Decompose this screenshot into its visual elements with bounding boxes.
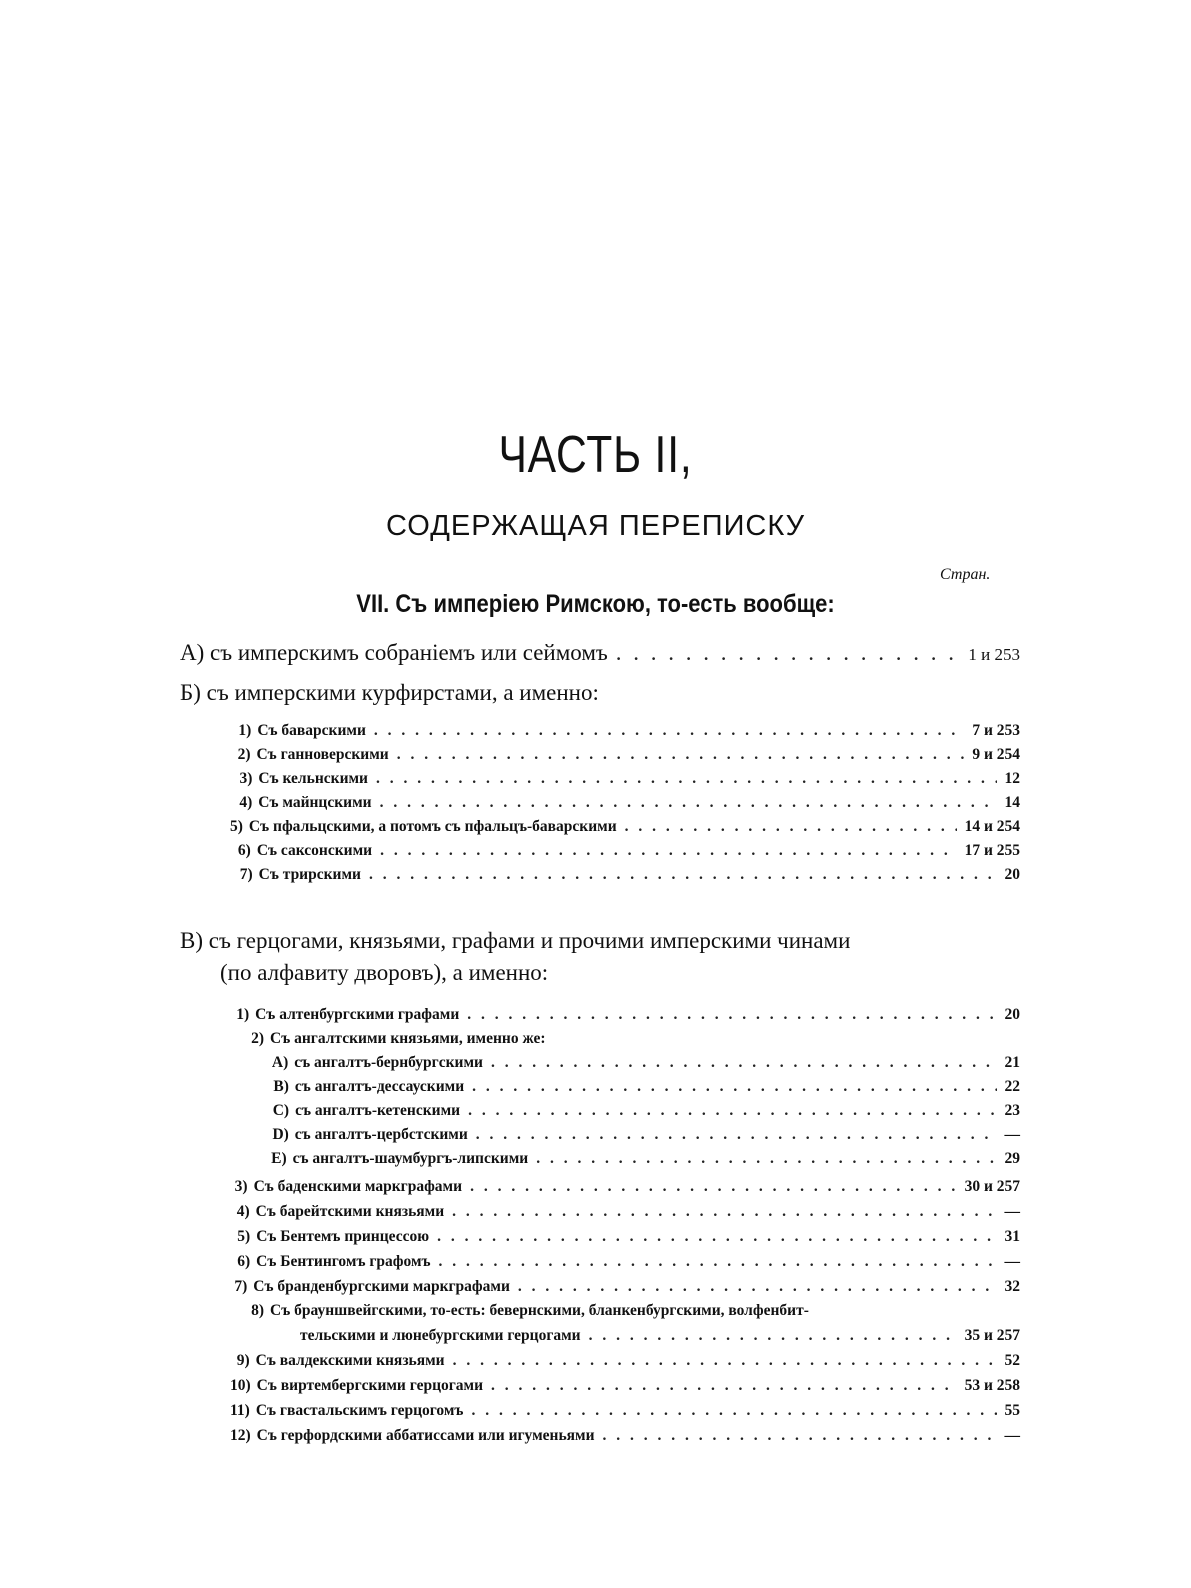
toc-entry-pages: 55 [1004, 1402, 1020, 1419]
dot-leader [472, 1078, 996, 1096]
toc-entry [230, 1228, 1020, 1252]
toc-entry [230, 1006, 1020, 1030]
toc-entry-pages: 1 и 253 [968, 645, 1020, 664]
group-v-heading-line2: (по алфавиту дворовъ), а именно: [220, 960, 549, 985]
toc-entry-text: Съ кельнскими [258, 770, 368, 787]
dot-leader [439, 1253, 997, 1271]
dot-leader [491, 1054, 997, 1072]
toc-entry-number: 12) [230, 1427, 251, 1444]
group-v-heading-line1: В) съ герцогами, князьями, графами и прочими имперскими чинами [180, 928, 851, 953]
dot-leader [491, 1377, 957, 1395]
dot-leader [369, 866, 997, 884]
toc-entry-number: 9) [236, 1352, 250, 1369]
toc-entry-a [180, 640, 1020, 670]
page-column-label: Стран. [940, 566, 991, 583]
toc-entry-pages: 20 [1004, 1006, 1020, 1023]
dot-leader [380, 842, 956, 860]
toc-entry-pages: 53 и 258 [964, 1377, 1020, 1394]
dot-leader [453, 1352, 997, 1370]
toc-entry-text: Съ брауншвейгскими, то-есть: бевернскими, бланкенбургскими, волфенбит- [270, 1302, 809, 1319]
toc-entry-number: E) [271, 1150, 287, 1167]
toc-entry [230, 1203, 1020, 1227]
toc-subentry [270, 1102, 1020, 1126]
toc-entry-continuation [300, 1327, 1020, 1351]
toc-entry-number: 6) [237, 1253, 251, 1270]
toc-entry-number: B) [273, 1078, 289, 1095]
toc-entry-number: 7) [239, 866, 253, 883]
toc-subentry [270, 1126, 1020, 1150]
toc-entry-number: 3) [239, 770, 253, 787]
dot-leader [470, 1178, 957, 1196]
dot-leader [536, 1150, 996, 1168]
toc-entry-pages: 12 [1004, 770, 1020, 787]
toc-entry [230, 1352, 1020, 1376]
toc-entry-pages: 17 и 255 [964, 842, 1020, 859]
toc-entry [230, 1377, 1020, 1401]
toc-entry-number: 11) [230, 1402, 250, 1419]
toc-entry-text: съ ангалтъ-цербстскими [294, 1126, 468, 1143]
toc-entry-text: Съ баварскими [257, 722, 366, 739]
toc-entry [230, 818, 1020, 842]
toc-entry-number: 2) [237, 746, 251, 763]
dot-leader [468, 1102, 996, 1120]
toc-entry-number: 6) [237, 842, 251, 859]
dot-leader [467, 1006, 996, 1024]
toc-entry [230, 770, 1020, 794]
dot-leader [471, 1402, 996, 1420]
toc-entry-pages: 14 [1004, 794, 1020, 811]
dot-leader [374, 722, 964, 740]
toc-entry-pages: 9 и 254 [972, 746, 1020, 763]
toc-entry-number: 4) [239, 794, 253, 811]
toc-entry-pages: 20 [1004, 866, 1020, 883]
toc-entry-pages: 21 [1004, 1054, 1020, 1071]
toc-entry-text: Съ герфордскими аббатиссами или игуменьями [256, 1427, 595, 1444]
toc-entry-number: 8) [251, 1302, 264, 1319]
toc-entry [230, 1030, 1020, 1054]
toc-entry [230, 722, 1020, 746]
dot-leader [625, 818, 957, 836]
toc-entry-text: Съ пфальцскими, а потомъ съ пфальцъ-баварскими [248, 818, 617, 835]
toc-entry-text: Съ Бентингомъ графомъ [256, 1253, 431, 1270]
toc-entry-text: Съ баденскими маркграфами [253, 1178, 463, 1195]
toc-entry-number: 5) [230, 818, 243, 835]
toc-entry-pages: — [1004, 1126, 1020, 1143]
toc-subentry [270, 1150, 1020, 1174]
toc-entry-pages: 14 и 254 [964, 818, 1020, 835]
toc-entry-number: D) [272, 1126, 289, 1143]
toc-entry-number: 5) [237, 1228, 251, 1245]
toc-entry [230, 1427, 1020, 1451]
toc-entry-text: Съ трирскими [258, 866, 361, 883]
toc-entry-pages: — [1004, 1427, 1020, 1444]
group-b-heading: Б) съ имперскими курфирстами, а именно: [180, 680, 599, 705]
toc-entry-pages: — [1004, 1203, 1020, 1220]
dot-leader [616, 640, 961, 666]
toc-entry-pages: 7 и 253 [972, 722, 1020, 739]
toc-entry-pages: 22 [1004, 1078, 1020, 1095]
toc-entry [230, 1278, 1020, 1302]
toc-entry-number: A) [271, 1054, 289, 1071]
toc-entry-text: съ ангалтъ-дессаускими [294, 1078, 465, 1095]
dot-leader [476, 1126, 997, 1144]
dot-leader [397, 746, 965, 764]
toc-subentry [270, 1078, 1020, 1102]
dot-leader [518, 1278, 997, 1296]
toc-entry-text: съ ангалтъ-шаумбургъ-липскими [292, 1150, 529, 1167]
toc-entry [230, 746, 1020, 770]
dot-leader [376, 770, 997, 788]
toc-entry-text: Съ валдекскими князьями [255, 1352, 445, 1369]
toc-entry-pages: 30 и 257 [964, 1178, 1020, 1195]
toc-entry-text: Съ ганноверскими [256, 746, 389, 763]
toc-entry-text: Съ барейтскими князьями [255, 1203, 445, 1220]
toc-entry-text: съ ангалтъ-бернбургскими [294, 1054, 483, 1071]
toc-entry-pages: 32 [1004, 1278, 1020, 1295]
toc-entry [230, 866, 1020, 890]
toc-entry-pages: 29 [1004, 1150, 1020, 1167]
part-subtitle: СОДЕРЖАЩАЯ ПЕРЕПИСКУ [385, 510, 806, 542]
toc-entry [230, 794, 1020, 818]
dot-leader [589, 1327, 957, 1345]
part-title: ЧАСТЬ II, [498, 426, 693, 484]
toc-entry-text: Съ гвастальскимъ герцогомъ [255, 1402, 464, 1419]
dot-leader [452, 1203, 996, 1221]
toc-entry-number: 2) [251, 1030, 264, 1047]
toc-entry-number: 4) [236, 1203, 250, 1220]
toc-entry-text: Съ виртембергскими герцогами [256, 1377, 484, 1394]
toc-entry-pages: 31 [1004, 1228, 1020, 1245]
toc-entry-number: 7) [234, 1278, 248, 1295]
toc-entry-text: Съ майнцскими [258, 794, 372, 811]
toc-entry-number: 3) [234, 1178, 248, 1195]
dot-leader [380, 794, 997, 812]
toc-entry [230, 1302, 1020, 1326]
section-heading: VII. Съ имперiею Римскою, то-есть вообще: [356, 590, 835, 618]
toc-entry-text: А) съ имперскимъ собранiемъ или сеймомъ [180, 640, 608, 665]
toc-entry-text: Съ саксонскими [256, 842, 373, 859]
toc-entry [230, 1178, 1020, 1202]
toc-entry-number: 1) [238, 722, 252, 739]
toc-entry-text: Съ ангалтскими князьями, именно же: [270, 1030, 546, 1047]
toc-entry-text: Съ бранденбургскими маркграфами [253, 1278, 510, 1295]
toc-entry-text: съ ангалтъ-кетенскими [295, 1102, 461, 1119]
dot-leader [603, 1427, 997, 1445]
toc-entry-number: C) [272, 1102, 290, 1119]
toc-entry-text: тельскими и люнебургскими герцогами [300, 1327, 581, 1344]
toc-entry-pages: — [1004, 1253, 1020, 1270]
toc-entry-pages: 23 [1004, 1102, 1020, 1119]
toc-entry [230, 1402, 1020, 1426]
toc-entry-pages: 52 [1004, 1352, 1020, 1369]
toc-entry-text: Съ алтенбургскими графами [255, 1006, 460, 1023]
toc-entry [230, 842, 1020, 866]
toc-entry-pages: 35 и 257 [964, 1327, 1020, 1344]
dot-leader [437, 1228, 996, 1246]
toc-entry-text: Съ Бентемъ принцессою [256, 1228, 430, 1245]
toc-entry-number: 10) [230, 1377, 251, 1394]
toc-subentry [270, 1054, 1020, 1078]
toc-entry-number: 1) [236, 1006, 250, 1023]
toc-entry [230, 1253, 1020, 1277]
